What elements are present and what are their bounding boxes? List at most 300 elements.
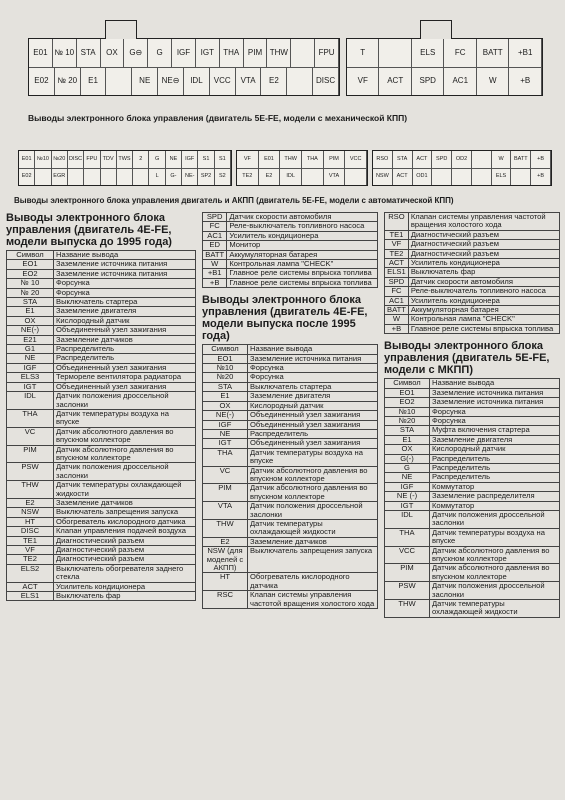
connector-pin	[117, 168, 133, 185]
connector-pin: PIM	[324, 151, 346, 168]
connector-pin	[287, 67, 313, 95]
table-row	[385, 445, 560, 454]
connector-pin: IGF	[182, 151, 198, 168]
connector-pin: NE⊖	[158, 67, 184, 95]
table-row	[7, 392, 196, 410]
connector-pin: SPD	[412, 67, 444, 95]
table-row	[7, 508, 196, 517]
table-row	[385, 407, 560, 416]
connector-pin	[472, 151, 492, 168]
pin-symbol: G(-)	[385, 454, 430, 463]
connector-pin	[511, 168, 531, 185]
pin-symbol: OX	[203, 401, 248, 410]
pin-symbol: NSW (для моделей с АКПП)	[203, 547, 248, 573]
connector-row-bottom	[373, 168, 551, 185]
pin-symbol: TE1	[385, 230, 409, 239]
pin-description: Датчик температуры охлаждающей жидкости	[54, 481, 196, 499]
pin-symbol: NE (-)	[385, 492, 430, 501]
connector-pin: S1	[198, 151, 214, 168]
pin-symbol: BATT	[385, 306, 409, 315]
pin-description: Форсунка	[54, 279, 196, 288]
table-row	[385, 268, 560, 277]
section-title: Выводы электронного блока управления (двигатель 4E-FE, модели выпуска до 1995 года)	[6, 212, 172, 248]
connector-pin: STA	[77, 39, 101, 67]
connector-pin	[302, 168, 324, 185]
connector-pin: THA	[220, 39, 244, 67]
connector-pin: DISC	[68, 151, 84, 168]
connector-5efe-mt-left	[28, 38, 340, 96]
pin-description: Заземление источника питания	[248, 354, 378, 363]
connector-row-top	[19, 151, 231, 169]
pin-symbol: HT	[7, 517, 54, 526]
table-row	[7, 427, 196, 445]
pin-symbol: NE(-)	[203, 411, 248, 420]
pin-description: Усилитель кондиционера	[227, 231, 378, 240]
connector-pin: VF	[237, 151, 259, 168]
pin-description: Заземление распределителя	[430, 492, 560, 501]
pin-description: Аккумуляторная батарея	[408, 306, 559, 315]
connector-pin: PIM	[244, 39, 268, 67]
pin-description: Монитор	[227, 241, 378, 250]
table-row	[385, 510, 560, 528]
header-name: Название вывода	[248, 345, 378, 354]
pin-symbol: IGT	[385, 501, 430, 510]
pin-description: Диагностический разъем	[54, 536, 196, 545]
connector-pin: NSW	[373, 168, 393, 185]
connector-pin: +B	[531, 168, 551, 185]
pin-symbol: №20	[203, 373, 248, 382]
table-row	[385, 546, 560, 564]
table-row	[385, 582, 560, 600]
pin-description: Форсунка	[248, 373, 378, 382]
pin-table	[6, 250, 196, 601]
pin-description: Выключатель фар	[408, 268, 559, 277]
pin-description: Кислородный датчик	[54, 316, 196, 325]
pin-description: Диагностический разъем	[54, 546, 196, 555]
pin-table-continued	[384, 212, 560, 334]
pin-symbol: THA	[385, 528, 430, 546]
pin-description: Диагностический разъем	[408, 230, 559, 239]
pin-description: Датчик температуры воздуха на впуске	[248, 448, 378, 466]
pin-symbol: NE	[7, 354, 54, 363]
pin-description: Объединенный узел зажигания	[248, 411, 378, 420]
pin-symbol: G	[385, 463, 430, 472]
pin-description: Заземление двигателя	[430, 435, 560, 444]
pin-symbol: OX	[385, 445, 430, 454]
table-row	[203, 278, 378, 287]
connector-pin: TDV	[101, 151, 117, 168]
table-row	[7, 445, 196, 463]
connector-pin: AC1	[445, 67, 477, 95]
connector-tab	[105, 20, 137, 39]
table-header	[385, 379, 560, 388]
pin-description: Объединенный узел зажигания	[54, 363, 196, 372]
connector-pin: T	[347, 39, 379, 67]
pin-symbol: RSC	[203, 591, 248, 609]
connector-row-bottom	[29, 67, 339, 95]
connector-pin: +B1	[510, 39, 542, 67]
pin-symbol: NSW	[7, 508, 54, 517]
pin-symbol: NE	[385, 473, 430, 482]
table-row	[385, 473, 560, 482]
pin-symbol: PIM	[7, 445, 54, 463]
connector-5efe-at-b	[236, 150, 368, 186]
pin-symbol: IGF	[203, 420, 248, 429]
connector-pin	[472, 168, 492, 185]
pin-symbol: TE2	[385, 249, 409, 258]
pin-symbol: STA	[385, 426, 430, 435]
pin-description: Выключатель запрещения запуска	[248, 547, 378, 573]
pin-description: Реле-выключатель топливного насоса	[227, 222, 378, 231]
pin-description: Диагностический разъем	[408, 240, 559, 249]
connector-row-top	[29, 39, 339, 68]
connector-pin: S1	[215, 151, 231, 168]
pin-description: Заземление источника питания	[430, 388, 560, 397]
pin-symbol: IGF	[385, 482, 430, 491]
pin-symbol: VF	[385, 240, 409, 249]
connector-pin: THA	[302, 151, 324, 168]
pin-symbol: AC1	[203, 231, 227, 240]
pin-description: Клапан управления подачей воздуха	[54, 527, 196, 536]
section-4efe-before-1995	[6, 212, 196, 601]
pin-description: Форсунка	[54, 288, 196, 297]
connector-pin: G-	[166, 168, 182, 185]
pin-symbol: STA	[7, 298, 54, 307]
table-row	[385, 213, 560, 231]
connector-pin: W	[492, 151, 512, 168]
pin-description: Усилитель кондиционера	[408, 296, 559, 305]
pin-symbol: IGT	[7, 382, 54, 391]
table-row	[385, 426, 560, 435]
pin-symbol: +B	[203, 278, 227, 287]
pin-description: Распределитель	[248, 429, 378, 438]
connector-row-bottom	[347, 67, 542, 95]
pin-description: Контрольная лампа "CHECK"	[227, 260, 378, 269]
pin-symbol: EO1	[203, 354, 248, 363]
pin-symbol: PSW	[385, 582, 430, 600]
connector-pin: EGR	[52, 168, 68, 185]
pin-symbol: THW	[385, 600, 430, 618]
pin-description: Заземление двигателя	[248, 392, 378, 401]
connector-row-top	[237, 151, 367, 169]
header-symbol: Символ	[7, 251, 54, 260]
table-row	[7, 527, 196, 536]
connector-pin	[84, 168, 100, 185]
section-right-column	[384, 212, 560, 618]
connector-pin: №20	[52, 151, 68, 168]
connector-5efe-mt-right	[346, 38, 543, 96]
connector-pin: ELS	[492, 168, 512, 185]
table-row	[7, 307, 196, 316]
pin-description: Датчик температуры охлаждающей жидкости	[248, 519, 378, 537]
pin-symbol: №10	[385, 407, 430, 416]
pin-description: Объединенный узел зажигания	[54, 382, 196, 391]
pin-description: Объединенный узел зажигания	[248, 439, 378, 448]
pin-description: Главное реле системы впрыска топлива	[227, 278, 378, 287]
connector-pin: VF	[347, 67, 379, 95]
pin-symbol: PSW	[7, 463, 54, 481]
pin-description: Форсунка	[430, 416, 560, 425]
pin-symbol: NE	[203, 429, 248, 438]
connector-pin: NE	[166, 151, 182, 168]
pin-description: Муфта включения стартера	[430, 426, 560, 435]
connector-pin: G⊖	[124, 39, 148, 67]
pin-description: Коммутатор	[430, 501, 560, 510]
pin-symbol: №10	[203, 364, 248, 373]
connector-pin: OD1	[413, 168, 433, 185]
table-row	[7, 373, 196, 382]
table-row	[385, 492, 560, 501]
connector-pin: ACT	[413, 151, 433, 168]
pin-symbol: EO1	[385, 388, 430, 397]
connector-pin: NE-	[182, 168, 198, 185]
pin-description: Объединенный узел зажигания	[248, 420, 378, 429]
pin-table-continued	[202, 212, 378, 288]
connector-pin: FPU	[84, 151, 100, 168]
connector-pin: STA	[393, 151, 413, 168]
connector-pin: E01	[19, 151, 35, 168]
pin-description: Коммутатор	[430, 482, 560, 491]
pin-symbol: EO2	[385, 398, 430, 407]
table-row	[203, 466, 378, 484]
table-row	[7, 409, 196, 427]
connector-row-top	[373, 151, 551, 169]
connector-5efe-at-c	[372, 150, 552, 186]
pin-description: Кислородный датчик	[430, 445, 560, 454]
connector-pin: S2	[215, 168, 231, 185]
table-row	[7, 555, 196, 564]
pin-symbol: E2	[203, 537, 248, 546]
connector-pin: IGF	[172, 39, 196, 67]
connector-5efe-at-a	[18, 150, 232, 186]
pin-symbol: VCC	[385, 546, 430, 564]
pin-description: Датчик абсолютного давления во впускном коллекторе	[248, 484, 378, 502]
connector-pin	[107, 67, 133, 95]
pin-description: Обогреватель кислородного датчика	[54, 517, 196, 526]
table-row	[203, 420, 378, 429]
table-row	[203, 573, 378, 591]
pin-description: Усилитель кондиционера	[54, 582, 196, 591]
connector-pin: E01	[259, 151, 281, 168]
connector-pin: IDL	[280, 168, 302, 185]
table-row	[7, 326, 196, 335]
pin-symbol: RSO	[385, 213, 409, 231]
connector-pin: BATT	[511, 151, 531, 168]
pin-description: Датчик абсолютного давления во впускном коллекторе	[54, 427, 196, 445]
connector-pin: THW	[280, 151, 302, 168]
connector-pin: OX	[101, 39, 125, 67]
pin-description: Датчик положения дроссельной заслонки	[430, 582, 560, 600]
pin-description: Выключатель обогревателя заднего стекла	[54, 564, 196, 582]
pin-symbol: PIM	[385, 564, 430, 582]
table-row	[385, 398, 560, 407]
pin-symbol: THW	[7, 481, 54, 499]
pin-symbol: BATT	[203, 250, 227, 259]
pin-description: Заземление источника питания	[54, 269, 196, 278]
connector-pin: FPU	[315, 39, 339, 67]
table-row	[385, 240, 560, 249]
connector-pin	[101, 168, 117, 185]
connector-pin: G	[149, 151, 165, 168]
connector-pin: DISC	[313, 67, 339, 95]
pin-description: Распределитель	[54, 354, 196, 363]
pin-symbol: THA	[7, 409, 54, 427]
pin-symbol: W	[385, 315, 409, 324]
connector-row-bottom	[237, 168, 367, 185]
table-row	[203, 519, 378, 537]
connector-pin: OD2	[452, 151, 472, 168]
connector-pin: +B	[531, 151, 551, 168]
section-title: Выводы электронного блока управления (двигатель 5E-FE, модели с МКПП)	[384, 340, 550, 377]
connector-pin: W	[477, 67, 509, 95]
connector-pin: RSO	[373, 151, 393, 168]
pin-symbol: E2	[7, 498, 54, 507]
pin-description: Датчик температуры воздуха на впуске	[54, 409, 196, 427]
connector-pin: ACT	[379, 67, 411, 95]
connector-pin	[35, 168, 51, 185]
header-name: Название вывода	[430, 379, 560, 388]
pin-description: Главное реле системы впрыска топлива	[227, 269, 378, 278]
pin-symbol: EO2	[7, 269, 54, 278]
table-row	[385, 528, 560, 546]
pin-symbol: SPD	[203, 213, 227, 222]
connector-pin: NE	[132, 67, 158, 95]
pin-symbol: DISC	[7, 527, 54, 536]
connector-pin: FC	[445, 39, 477, 67]
connector-pin: № 10	[53, 39, 77, 67]
pin-description: Заземление датчиков	[248, 537, 378, 546]
pin-description: Кислородный датчик	[248, 401, 378, 410]
pin-symbol: W	[203, 260, 227, 269]
connector-pin: VTA	[324, 168, 346, 185]
table-row	[203, 411, 378, 420]
connector-pin: E02	[19, 168, 35, 185]
pin-symbol: SPD	[385, 277, 409, 286]
pin-description: Заземление датчиков	[54, 498, 196, 507]
table-row	[385, 324, 560, 333]
pin-description: Диагностический разъем	[54, 555, 196, 564]
table-row	[7, 279, 196, 288]
pin-symbol: TE1	[7, 536, 54, 545]
pin-description: Датчик скорости автомобиля	[227, 213, 378, 222]
pin-description: Объединенный узел зажигания	[54, 326, 196, 335]
header-name: Название вывода	[54, 251, 196, 260]
table-row	[203, 502, 378, 520]
pin-description: Заземление двигателя	[54, 307, 196, 316]
pin-symbol: IGT	[203, 439, 248, 448]
pin-symbol: NE(-)	[7, 326, 54, 335]
table-row	[203, 222, 378, 231]
table-row	[385, 564, 560, 582]
pin-description: Распределитель	[430, 473, 560, 482]
connector-pin: №10	[35, 151, 51, 168]
connector-pin	[379, 39, 411, 67]
pin-symbol: +B1	[203, 269, 227, 278]
table-row	[7, 564, 196, 582]
pin-symbol: STA	[203, 382, 248, 391]
table-row	[385, 315, 560, 324]
connector-pin	[432, 168, 452, 185]
pin-description: Аккумуляторная батарея	[227, 250, 378, 259]
table-row	[385, 287, 560, 296]
pin-symbol: E1	[385, 435, 430, 444]
pin-symbol: VTA	[203, 502, 248, 520]
table-row	[203, 373, 378, 382]
connector-pin: ELS	[412, 39, 444, 67]
connector-pin: L	[149, 168, 165, 185]
pin-symbol: PIM	[203, 484, 248, 502]
section-title: Выводы электронного блока управления (двигатель 4E-FE, модели выпуска после 1995 года)	[202, 294, 368, 343]
pin-description: Датчик температуры воздуха на впуске	[430, 528, 560, 546]
pin-description: Датчик абсолютного давления во впускном коллекторе	[54, 445, 196, 463]
connector-pin: G	[148, 39, 172, 67]
pin-description: Датчик скорости автомобиля	[408, 277, 559, 286]
pin-symbol: ELS3	[7, 373, 54, 382]
header-symbol: Символ	[385, 379, 430, 388]
pin-description: Распределитель	[430, 463, 560, 472]
connector-pin: VCC	[345, 151, 367, 168]
connector-pin: SPD	[432, 151, 452, 168]
table-row	[7, 260, 196, 269]
pin-description: Распределитель	[430, 454, 560, 463]
pin-description: Выключатель стартера	[54, 298, 196, 307]
pin-symbol: EO1	[7, 260, 54, 269]
table-row	[7, 592, 196, 601]
table-row	[203, 484, 378, 502]
table-row	[203, 439, 378, 448]
pin-symbol: ACT	[7, 582, 54, 591]
pin-table	[384, 378, 560, 618]
pin-symbol: ACT	[385, 259, 409, 268]
table-row	[203, 269, 378, 278]
pin-symbol: IDL	[7, 392, 54, 410]
table-row	[203, 591, 378, 609]
connector-pin: IGT	[196, 39, 220, 67]
pin-symbol: OX	[7, 316, 54, 325]
table-row	[7, 354, 196, 363]
connector-pin: VTA	[236, 67, 262, 95]
connector-pin: TWS	[117, 151, 133, 168]
pin-description: Датчик абсолютного давления во впускном коллекторе	[430, 564, 560, 582]
table-row	[203, 448, 378, 466]
table-row	[203, 392, 378, 401]
pin-symbol: №20	[385, 416, 430, 425]
pin-symbol: VC	[7, 427, 54, 445]
pin-symbol: ELS2	[7, 564, 54, 582]
pin-description: Заземление датчиков	[54, 335, 196, 344]
connector-pin: E02	[29, 67, 55, 95]
connector-pin: TE2	[237, 168, 259, 185]
pin-symbol: AC1	[385, 296, 409, 305]
pin-symbol: THW	[203, 519, 248, 537]
header-symbol: Символ	[203, 345, 248, 354]
connector-pin: E2	[259, 168, 281, 185]
table-row	[7, 463, 196, 481]
pin-description: Термореле вентилятора радиатора	[54, 373, 196, 382]
pin-symbol: IDL	[385, 510, 430, 528]
pin-description: Датчик положения дроссельной заслонки	[54, 392, 196, 410]
connector-row-top	[347, 39, 542, 68]
connector-row-bottom	[19, 168, 231, 185]
connector-pin: BATT	[477, 39, 509, 67]
connector-pin: № 20	[55, 67, 81, 95]
pin-symbol: № 20	[7, 288, 54, 297]
connector-pin	[345, 168, 367, 185]
connector-caption-at: Выводы электронного блока управления двигатель и АКПП (двигатель 5E-FE, модели с автоматической КПП)	[14, 196, 454, 205]
section-middle-column	[202, 212, 378, 609]
connector-pin: E2	[262, 67, 288, 95]
pin-description: Главное реле системы впрыска топлива	[408, 324, 559, 333]
